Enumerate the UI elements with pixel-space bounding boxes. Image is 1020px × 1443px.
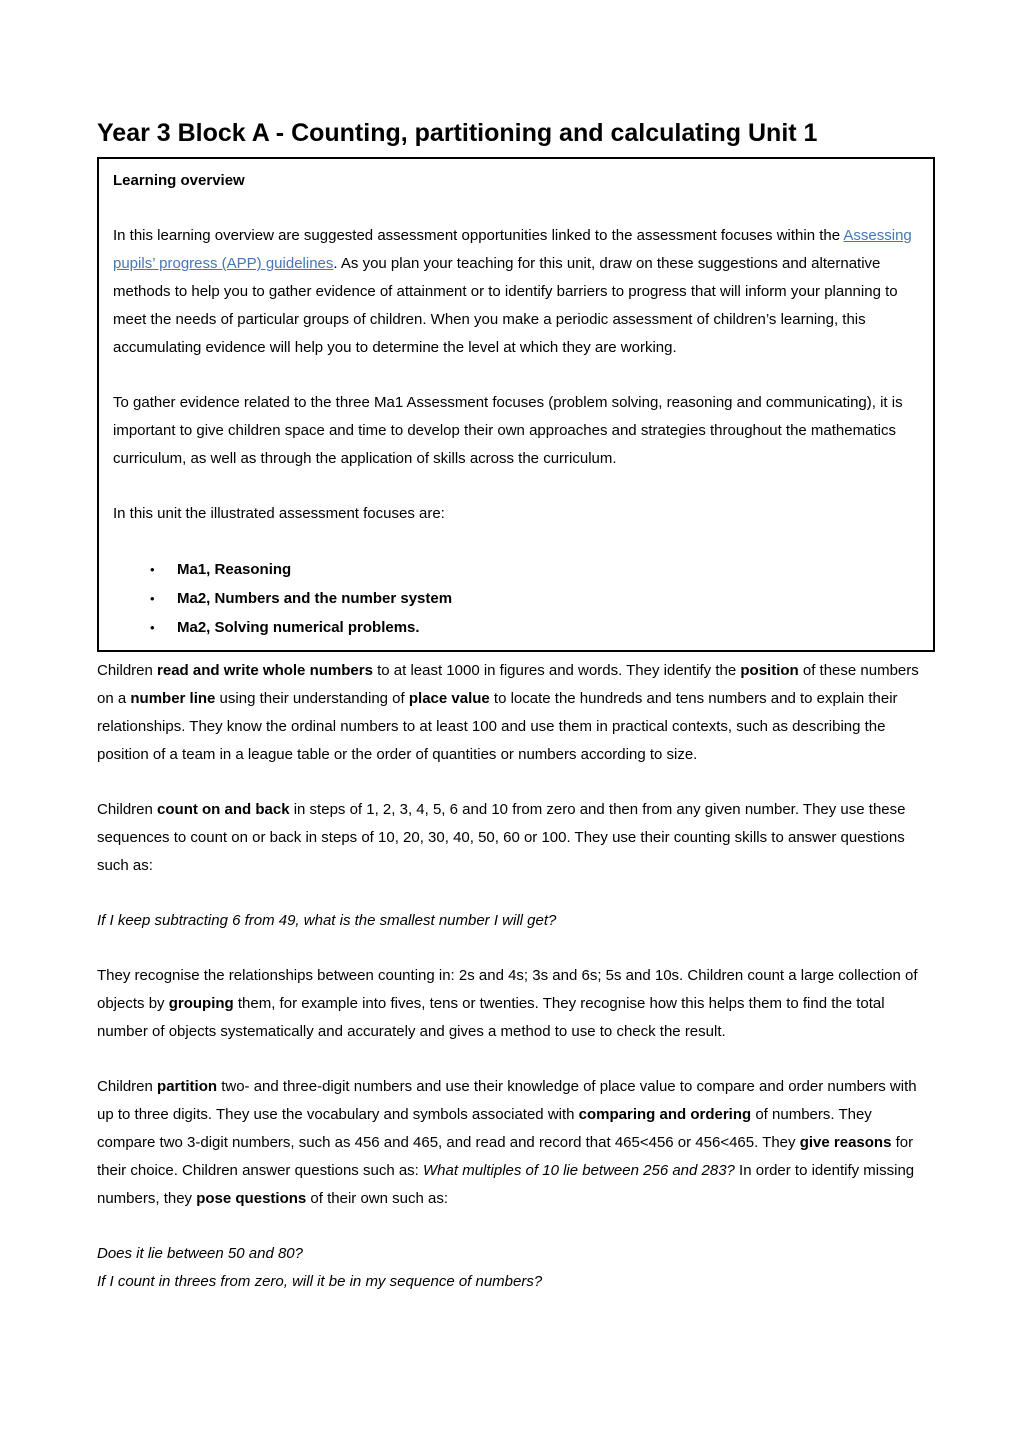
body-text — [97, 652, 925, 1296]
assessment-focus-item — [150, 555, 913, 584]
bullet-icon: • — [150, 591, 155, 606]
bullet-icon: • — [150, 620, 155, 635]
body-paragraph-grouping: They recognise the relationships between counting in: 2s and 4s; 3s and 6s; 5s and 10s. Children count a large collection of objects by grouping them, for example into fives, tens or twenties. They recognise how this helps them to find the total number of objects systematically and accurately and gives a method to use to check the result. — [97, 967, 918, 1040]
page-title: Year 3 Block A - Counting, partitioning and calculating Unit 1 — [97, 119, 818, 147]
overview-paragraph-app-text-after: . As you plan your teaching for this unit, draw on these suggestions and alternative methods to help you to gather evidence of attainment or to identify barriers to progress that will inform your planning to meet the needs of particular groups of children. When you make a periodic assessment of children’s learning, this accumulating evidence will help you to determine the level at which they are working. — [113, 255, 898, 356]
app-guidelines-link[interactable]: Assessing pupils’ progress (APP) guidelines — [113, 227, 912, 272]
overview-paragraph-evidence: To gather evidence related to the three Ma1 Assessment focuses (problem solving, reasoning and communicating), it is important to give children space and time to develop their own approaches and strategies throughout the mathematics curriculum, as well as through the application of skills across the curriculum. — [113, 394, 903, 467]
body-paragraph-count-on-back: Children count on and back in steps of 1, 2, 3, 4, 5, 6 and 10 from zero and then from any given number. They use these sequences to count on or back in steps of 10, 20, 30, 40, 50, 60 or 100. They use their counting skills to answer questions such as: — [97, 801, 906, 874]
overview-paragraph-app-text-before: In this learning overview are suggested assessment opportunities linked to the assessment focuses within the — [113, 227, 844, 244]
overview-paragraph-app — [113, 222, 913, 362]
body-question-between-50-80: Does it lie between 50 and 80? — [97, 1245, 303, 1262]
assessment-focus-item — [150, 613, 913, 642]
body-paragraph-partition: Children partition two- and three-digit numbers and use their knowledge of place value to compare and order numbers with up to three digits. They use the vocabulary and symbols associated with comparing and ordering of numbers. They compare two 3-digit numbers, such as 456 and 465, and read and record that 465<456 or 456<465. They give reasons for their choice. Children answer questions such as: What multiples of 10 lie between 256 and 283? In order to identify missing numbers, they pose questions of their own such as: — [97, 1078, 917, 1207]
body-question-count-threes: If I count in threes from zero, will it be in my sequence of numbers? — [97, 1273, 543, 1290]
assessment-focus-label: Ma2, Solving numerical problems. — [177, 619, 420, 636]
assessment-focus-label: Ma2, Numbers and the number system — [177, 590, 453, 607]
assessment-focus-list — [113, 555, 913, 642]
assessment-focus-label: Ma1, Reasoning — [177, 561, 292, 578]
body-question-subtracting: If I keep subtracting 6 from 49, what is the smallest number I will get? — [97, 912, 557, 929]
overview-paragraph-focuses-intro: In this unit the illustrated assessment focuses are: — [113, 505, 445, 522]
learning-overview-box — [97, 157, 935, 652]
bullet-icon: • — [150, 562, 155, 577]
assessment-focus-item — [150, 584, 913, 613]
body-paragraph-read-write: Children read and write whole numbers to at least 1000 in figures and words. They identify the position of these numbers on a number line using their understanding of place value to locate the hundreds and tens numbers and to explain their relationships. They know the ordinal numbers to at least 100 and use them in practical contexts, such as describing the position of a team in a league table or the order of quantities or numbers according to size. — [97, 662, 919, 763]
learning-overview-heading: Learning overview — [113, 172, 245, 189]
